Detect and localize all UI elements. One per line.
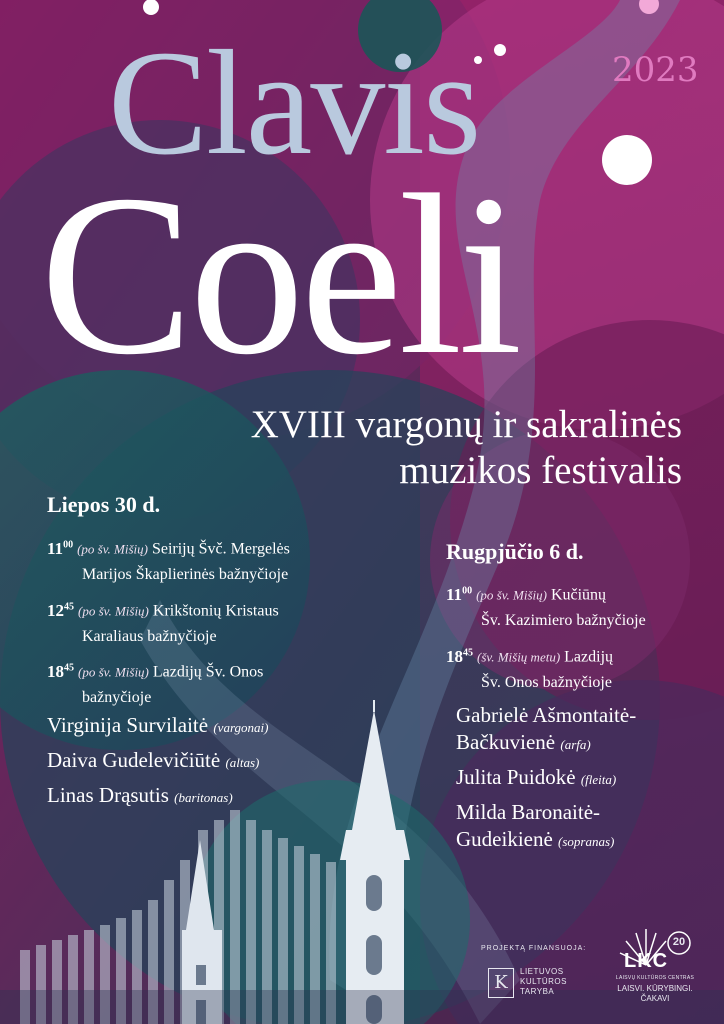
day1-event-1: $11^{00}$ (po šv. Mišių) Seirijų Švč. Mergelės Marijos Škaplierinės bažnyčioje: [47, 538, 290, 583]
day1-date: Liepos 30 d.: [47, 492, 161, 517]
lkc-logo: LKC: [624, 950, 669, 972]
funding-label: PROJEKTĄ FINANSUOJA:: [481, 945, 587, 952]
performer-1: Virginija Survilaitė (vargonai): [47, 713, 269, 737]
festival-year: 2023: [612, 50, 699, 90]
festival-title-coeli: Coeli: [40, 147, 519, 402]
lkc-anniversary: 20: [672, 936, 686, 948]
day1-performers: [47, 712, 268, 811]
subtitle-line-1: XVIII vargonų ir sakralinės: [250, 403, 682, 446]
performer-5: Julita Puidokė (fleita): [456, 765, 617, 789]
lkc-name: LAISVŲ KULTŪROS CENTRAS: [615, 975, 695, 981]
performer-6: Milda Baronaitė-: [456, 800, 601, 824]
ltb-logo-text: LIETUVOS KULTŪROS TARYBA: [520, 967, 567, 996]
day1-event-2: $12^{45}$ (po šv. Mišių) Krikštonių Kristaus Karaliaus bažnyčioje: [47, 600, 279, 645]
day2-event-1: $11^{00}$ (po šv. Mišių) Kučiūnų Šv. Kazimiero bažnyčioje: [446, 584, 646, 629]
festival-subtitle: [251, 402, 682, 494]
day1-event-3: $18^{45}$ (po šv. Mišių) Lazdijų Šv. Onos bažnyčioje: [47, 661, 264, 706]
performer-3: Linas Drąsutis (baritonas): [47, 783, 233, 807]
lkc-slogan: LAISVI. KŪRYBINGI. ČAKAVI: [617, 984, 693, 1003]
subtitle-line-2: muzikos festivalis: [399, 449, 682, 492]
performer-4: Gabrielė Ašmontaitė-: [456, 703, 637, 727]
day2-date: Rugpjūčio 6 d.: [446, 539, 584, 564]
festival-title-clavis: Clavis: [108, 20, 480, 186]
day2-performers: Gabrielė Ašmontaitė- Bačkuvienė (arfa) Julita Puidokė (fleita) Milda Baronaitė- Gudeikienė (sopranas): [456, 703, 637, 851]
day2-event-2: $18^{45}$ (šv. Mišių metu) Lazdijų Šv. Onos bažnyčioje: [446, 646, 614, 691]
ltb-logo-icon: K: [488, 968, 514, 998]
performer-2: Daiva Gudelevičiūtė (altas): [47, 748, 260, 772]
